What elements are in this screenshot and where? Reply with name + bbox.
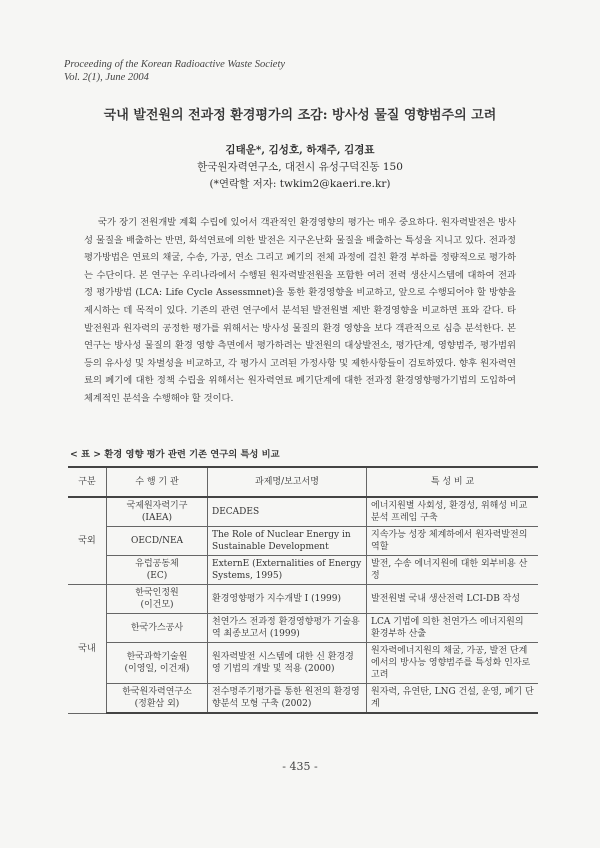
header-category: 구분 [68, 467, 107, 497]
author-block [0, 142, 600, 193]
table-row [68, 527, 538, 556]
table-row [68, 556, 538, 585]
feature-cell: 지속가능 성장 체계하에서 원자력발전의 역할 [367, 527, 539, 556]
report-cell: 전수명주기평가를 통한 원전의 환경영향분석 모형 구축 (2002) [208, 684, 367, 714]
organization-cell: OECD/NEA [107, 527, 208, 556]
page-number: - 435 - [282, 760, 318, 773]
report-cell: 원자력발전 시스템에 대한 신 환경경영 기법의 개발 및 적용 (2000) [208, 643, 367, 684]
header-organization: 수 행 기 관 [107, 467, 208, 497]
organization-cell: 한국과학기술원 (이영일, 이건재) [107, 643, 208, 684]
feature-cell: 에너지원별 사회성, 환경성, 위해성 비교분석 프레임 구축 [367, 497, 539, 527]
journal-header [64, 58, 285, 84]
report-cell: The Role of Nuclear Energy in Sustainable Development [208, 527, 367, 556]
paper-title: 국내 발전원의 전과정 환경평가의 조감: 방사성 물질 영향범주의 고려 [103, 108, 497, 123]
comparison-table [68, 466, 538, 714]
report-cell: ExternE (Externalities of Energy Systems, 1995) [208, 556, 367, 585]
table-caption: < 표 > 환경 영향 평가 관련 기존 연구의 특성 비교 [70, 449, 280, 460]
header-features: 특 성 비 교 [367, 467, 539, 497]
feature-cell: LCA 기법에 의한 천연가스 에너지원의 환경부하 산출 [367, 614, 539, 643]
table-row [68, 585, 538, 614]
table-body [68, 497, 538, 713]
header-report: 과제명/보고서명 [208, 467, 367, 497]
organization-cell: 한국원자력연구소 (정환삼 외) [107, 684, 208, 714]
abstract-text: 국가 장기 전원개발 계획 수립에 있어서 객관적인 환경영향의 평가는 매우 중요하다. 원자력발전은 방사성 물질을 배출하는 반면, 화석연료에 의한 발전은 지구온난화 물질을 배출하는 특성을 지니고 있다. 전과정 평가방법은 연료의 채굴, 수송, 가공, 연소 그리고 폐기의 전체 과정에 걸친 환경 부하를 정량적으로 평가하는 수단이다. 본 연구는 우리나라에서 수행된 원자력발전원을 포함한 여러 전력 생산시스템에 대하여 전과정 평가방법 (LCA: Life Cycle Assessmnet)을 통한 환경영향을 비교하고, 앞으로 수행되어야 할 방향을 제시하는 데 목적이 있다. 기존의 관련 연구에서 분석된 발전원별 제반 환경영향을 비교하면 표와 같다. 타발전원과 원자력의 공정한 평가를 위해서는 방사성 물질의 환경 영향을 보다 객관적으로 심층 분석한다. 본 연구는 방사성 물질의 환경 영향 측면에서 평가하려는 발전원의 대상발전소, 평가단계, 영향범주, 평가범위 등의 유사성 및 차별성을 비교하고, 각 평가시 고려된 가정사항 및 제한사항들이 검토하였다. 향후 원자력연료의 폐기에 대한 정책 수립을 위해서는 원자력연료 폐기단계에 대한 전과정 환경영향평가기법의 도입하여 체계적인 분석을 수행해야 할 것이다. [84, 217, 516, 404]
organization-cell: 한국인정원 (이건모) [107, 585, 208, 614]
feature-cell: 발전, 수송 에너지원에 대한 외부비용 산정 [367, 556, 539, 585]
journal-name: Proceeding of the Korean Radioactive Waste Society [64, 59, 286, 70]
organization-cell: 국제원자력기구 (IAEA) [107, 497, 208, 527]
feature-cell: 발전원별 국내 생산전력 LCI-DB 작성 [367, 585, 539, 614]
category-cell: 국외 [68, 497, 107, 585]
journal-volume: Vol. 2(1), June 2004 [64, 72, 149, 83]
report-cell: 환경영향평가 지수개발 I (1999) [208, 585, 367, 614]
table-row [68, 614, 538, 643]
report-cell: DECADES [208, 497, 367, 527]
feature-cell: 원자력에너지원의 채굴, 가공, 발전 단계에서의 방사능 영향범주를 특성화 인자로 고려 [367, 643, 539, 684]
organization-cell: 한국가스공사 [107, 614, 208, 643]
author-affiliation: 한국원자력연구소, 대전시 유성구덕진동 150 [197, 161, 403, 173]
organization-cell: 유럽공동체 (EC) [107, 556, 208, 585]
table-row [68, 684, 538, 714]
category-cell: 국내 [68, 585, 107, 714]
table-row [68, 497, 538, 527]
author-contact: (*연락할 저자: twkim2@kaeri.re.kr) [209, 178, 391, 190]
feature-cell: 원자력, 유연탄, LNG 건설, 운영, 폐기 단계 [367, 684, 539, 714]
table-header-row [68, 467, 538, 497]
report-cell: 천연가스 전과정 환경영향평가 기술용역 최종보고서 (1999) [208, 614, 367, 643]
table-row [68, 643, 538, 684]
author-names: 김태운*, 김성호, 하재주, 김경표 [225, 144, 375, 156]
